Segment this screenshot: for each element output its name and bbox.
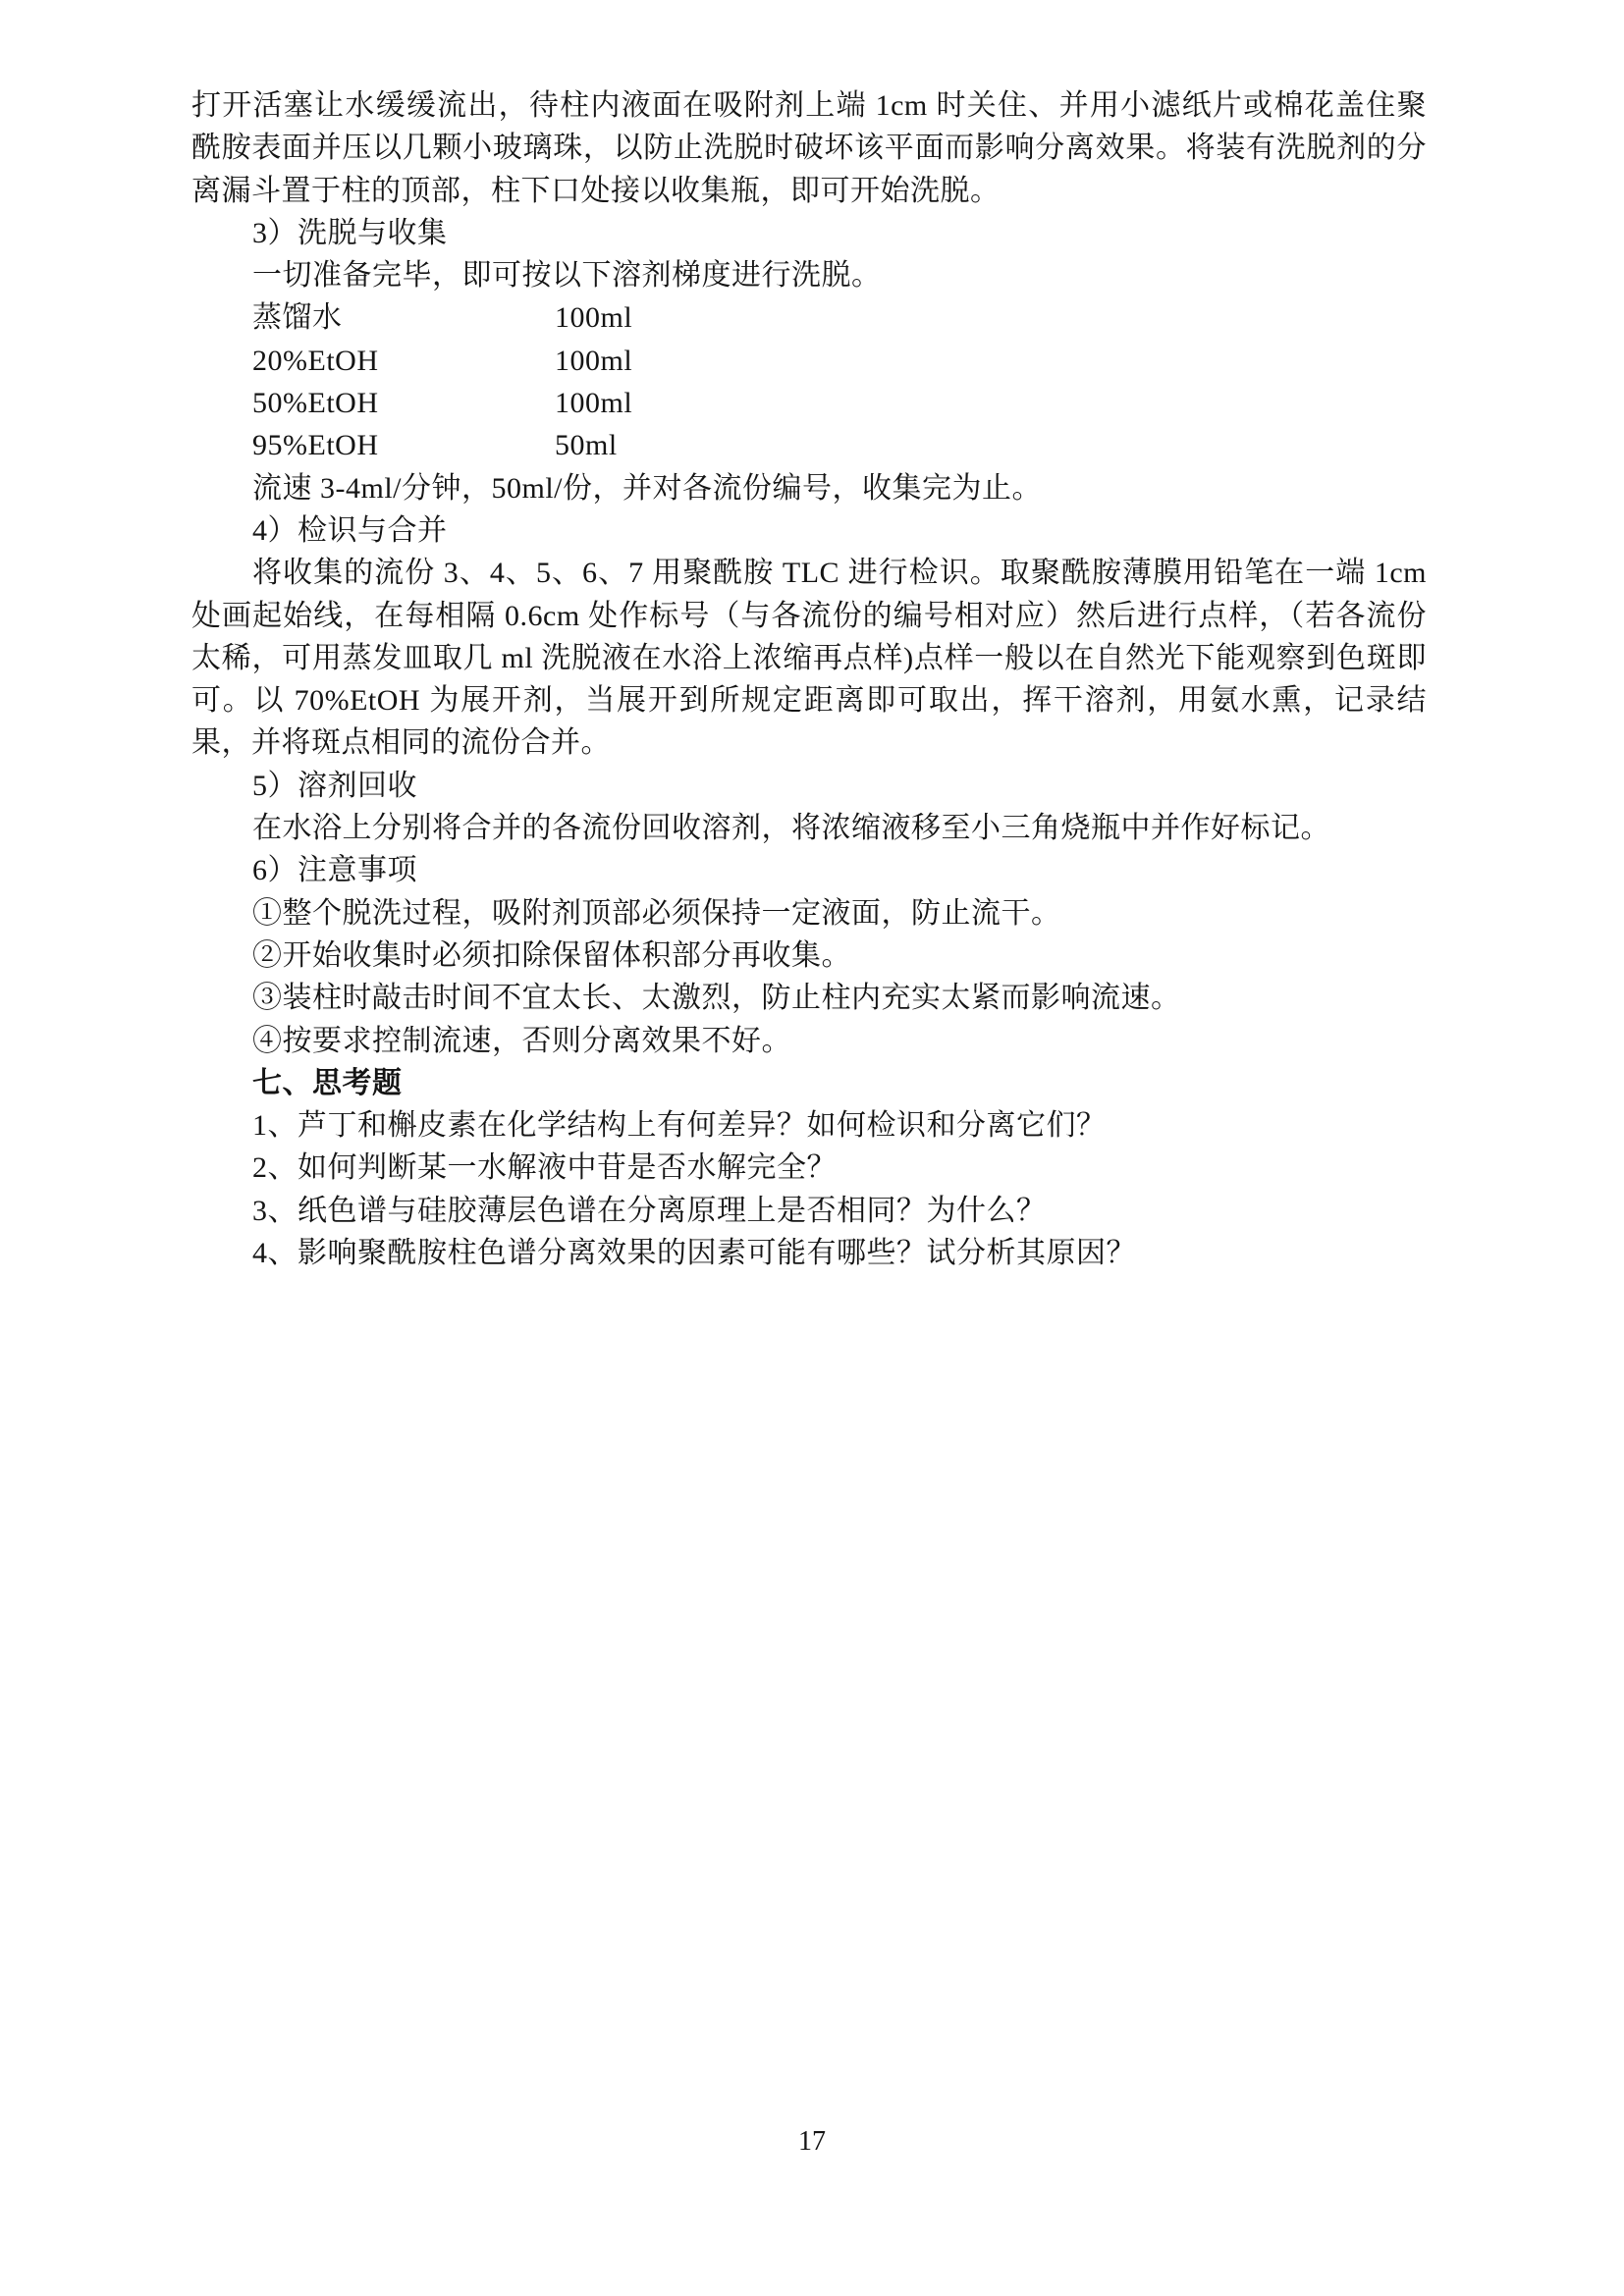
solvent-name: 50%EtOH <box>252 387 379 420</box>
question-item-3: 3、纸色谱与硅胶薄层色谱在分离原理上是否相同？为什么？ <box>252 1194 1047 1227</box>
section-5-heading: 5）溶剂回收 <box>252 769 417 802</box>
section-5-body: 在水浴上分别将合并的各流份回收溶剂，将浓缩液移至小三角烧瓶中并作好标记。 <box>252 812 1330 845</box>
solvent-volume: 100ml <box>555 344 633 377</box>
note-item-4: ④按要求控制流速，否则分离效果不好。 <box>252 1024 791 1057</box>
solvent-row <box>191 340 1427 382</box>
note-item-1: ①整个脱洗过程，吸附剂顶部必须保持一定液面，防止流干。 <box>252 896 1061 930</box>
solvent-volume: 100ml <box>555 387 633 420</box>
question-item-4: 4、影响聚酰胺柱色谱分离效果的因素可能有哪些？试分析其原因？ <box>252 1237 1136 1270</box>
note-item-2: ②开始收集时必须扣除保留体积部分再收集。 <box>252 938 851 972</box>
section-4-heading: 4）检识与合并 <box>252 513 448 547</box>
section-3-heading: 3）洗脱与收集 <box>252 216 448 249</box>
solvent-volume: 100ml <box>555 301 633 335</box>
solvent-name: 20%EtOH <box>252 344 379 377</box>
flow-rate-note: 流速 3-4ml/分钟，50ml/份，并对各流份编号，收集完为止。 <box>252 471 1042 505</box>
question-item-1: 1、芦丁和槲皮素在化学结构上有何差异？如何检识和分离它们？ <box>252 1109 1107 1143</box>
note-item-3: ③装柱时敲击时间不宜太长、太激烈，防止柱内充实太紧而影响流速。 <box>252 982 1181 1015</box>
question-item-2: 2、如何判断某一水解液中苷是否水解完全？ <box>252 1151 837 1185</box>
solvent-row <box>191 382 1427 424</box>
section-3-intro: 一切准备完毕，即可按以下溶剂梯度进行洗脱。 <box>252 259 882 293</box>
solvent-row <box>191 424 1427 466</box>
paragraph-elution-setup: 打开活塞让水缓缓流出，待柱内液面在吸附剂上端 1cm 时关住、并用小滤纸片或棉花盖住聚酰胺表面并压以几颗小玻璃珠，以防止洗脱时破坏该平面而影响分离效果。将装有洗脱剂的分离漏斗置于柱的顶部，柱下口处接以收集瓶，即可开始洗脱。 <box>191 89 1427 207</box>
document-content <box>191 84 1427 1274</box>
solvent-volume: 50ml <box>555 429 618 462</box>
section-6-heading: 6）注意事项 <box>252 854 417 887</box>
solvent-name: 蒸馏水 <box>252 301 343 335</box>
section-4-body: 将收集的流份 3、4、5、6、7 用聚酰胺 TLC 进行检识。取聚酰胺薄膜用铅笔在一端 1cm 处画起始线，在每相隔 0.6cm 处作标号（与各流份的编号相对应）然后进行点样，（若各流份太稀，可用蒸发皿取几 ml 洗脱液在水浴上浓缩再点样)点样一般以在自然光下能观察到色斑即可。以 70%EtOH 为展开剂，当展开到所规定距离即可取出，挥干溶剂，用氨水熏，记录结果，并将斑点相同的流份合并。 <box>191 557 1427 760</box>
section-7-heading: 七、思考题 <box>252 1066 403 1099</box>
page-number: 17 <box>798 2126 826 2157</box>
solvent-name: 95%EtOH <box>252 429 379 462</box>
solvent-row <box>191 296 1427 339</box>
